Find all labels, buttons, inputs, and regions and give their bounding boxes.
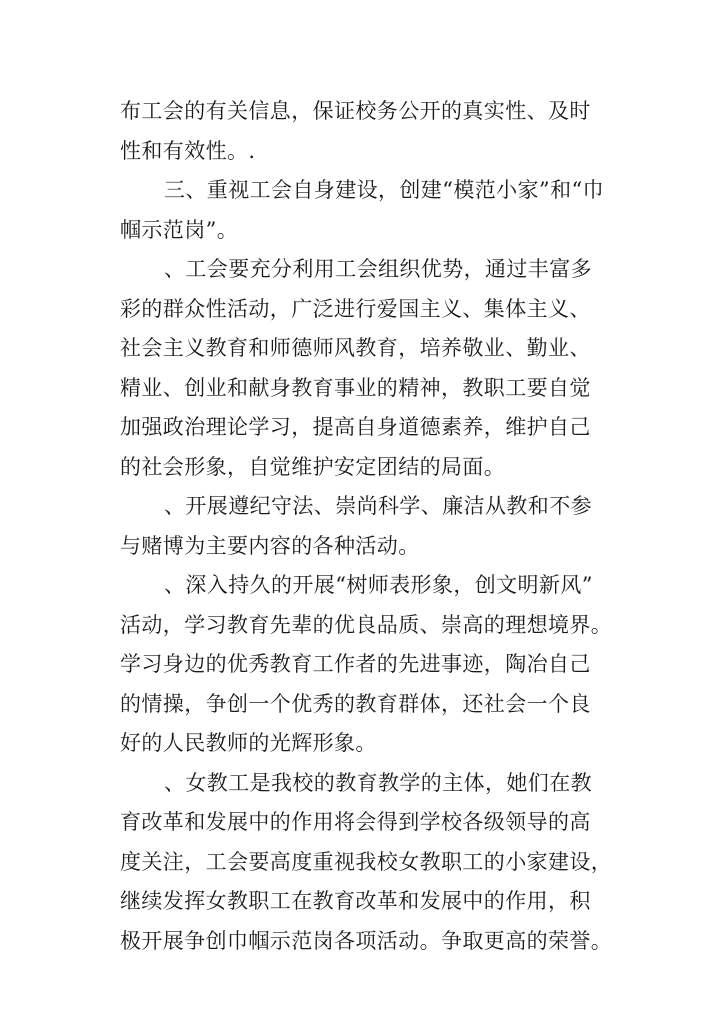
text-line: 好的人民教师的光辉形象。 bbox=[120, 731, 377, 755]
text-line: 与赌博为主要内容的各种活动。 bbox=[120, 533, 420, 558]
document-body bbox=[120, 92, 613, 961]
paragraph-start-line: 、开展遵纪守法、崇尚科学、廉洁从教和不参 bbox=[164, 494, 592, 518]
paragraph-start-line: 、女教工是我校的教育教学的主体，她们在教 bbox=[164, 770, 592, 795]
text-line: 社会主义教育和师德师风教育，培养敬业、勤业、 bbox=[120, 336, 591, 360]
text-line: 精业、创业和献身教育事业的精神，教职工要自觉 bbox=[120, 375, 591, 400]
paragraph-start-line: 、深入持久的开展“树师表形象，创文明新风” bbox=[164, 573, 593, 597]
text-line: 布工会的有关信息，保证校务公开的真实性、及时 bbox=[120, 99, 591, 123]
section-heading-line: 帼示范岗”。 bbox=[120, 217, 239, 242]
text-line: 极开展争创巾帼示范岗各项活动。争取更高的荣誉。 bbox=[120, 928, 613, 953]
text-line: 学习身边的优秀教育工作者的先进事迹，陶冶自己 bbox=[120, 652, 591, 676]
text-line: 继续发挥女教职工在教育改革和发展中的作用，积 bbox=[120, 889, 591, 913]
text-line: 活动，学习教育先辈的优良品质、崇高的理想境界。 bbox=[120, 612, 613, 637]
text-line: 的情操，争创一个优秀的教育群体，还社会一个良 bbox=[120, 691, 591, 716]
text-line: 度关注，工会要高度重视我校女教职工的小家建设， bbox=[120, 849, 613, 874]
text-line: 性和有效性。. bbox=[120, 138, 256, 163]
paragraph-start-line: 、工会要充分利用工会组织优势，通过丰富多 bbox=[164, 257, 592, 281]
text-line: 育改革和发展中的作用将会得到学校各级领导的高 bbox=[120, 810, 591, 834]
text-line: 加强政治理论学习，提高自身道德素养，维护自己 bbox=[120, 415, 591, 439]
section-heading-line: 三、重视工会自身建设，创建“模范小家”和“巾 bbox=[164, 178, 605, 202]
text-line: 彩的群众性活动，广泛进行爱国主义、集体主义、 bbox=[120, 296, 591, 321]
text-line: 的社会形象，自觉维护安定团结的局面。 bbox=[120, 454, 506, 479]
